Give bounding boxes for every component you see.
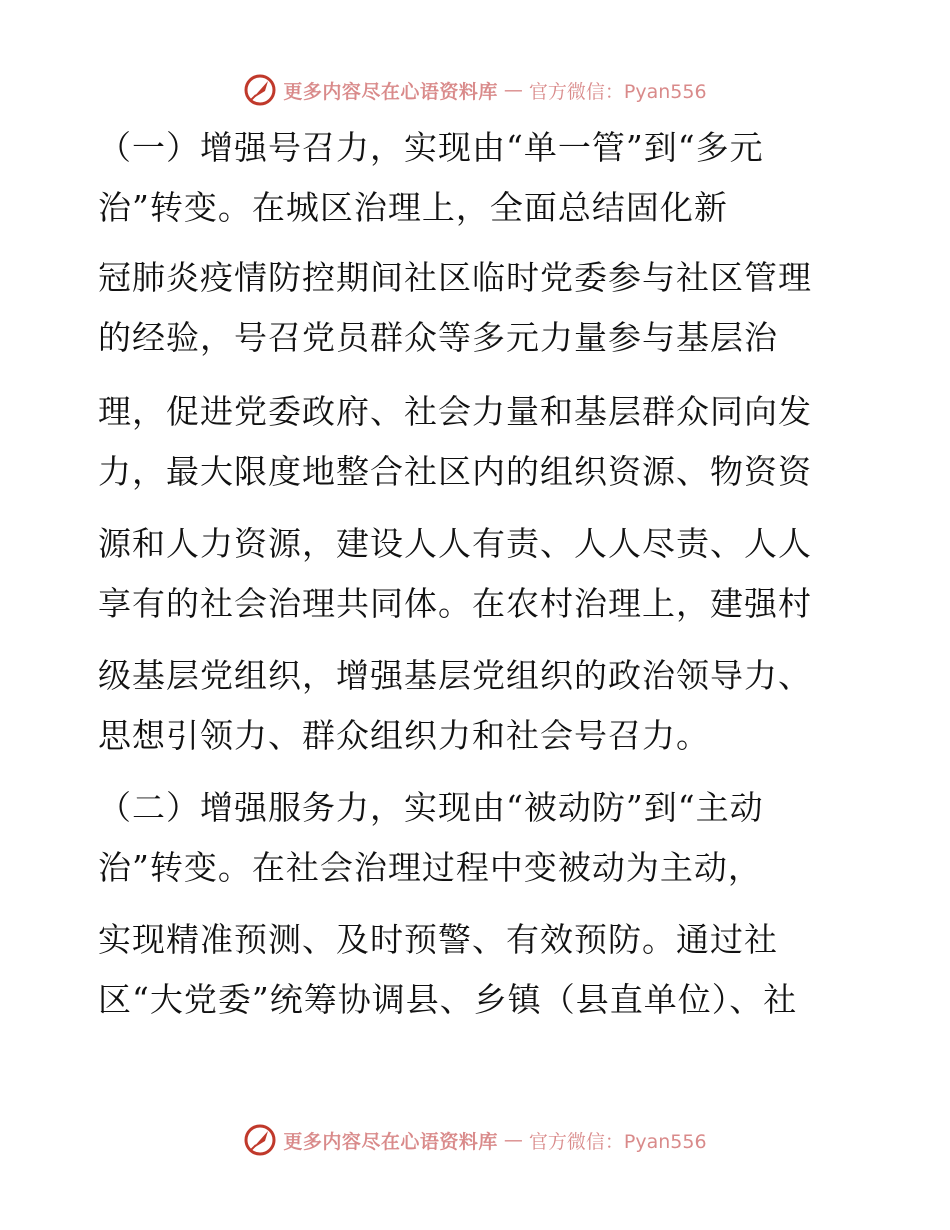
text-line-14: 区“大党委”统筹协调县、乡镇（县直单位）、社 [98, 980, 798, 1019]
text-line-5: 理，促进党委政府、社会力量和基层群众同向发 [98, 392, 812, 431]
footer-banner-dash: — [503, 1129, 523, 1151]
footer-banner-sub-text: 官方微信：Pyan556 [528, 1130, 707, 1153]
footer-banner-main-text: 更多内容尽在心语资料库 [283, 1130, 498, 1153]
text-line-11: （二）增强服务力，实现由“被动防”到“主动 [98, 788, 764, 827]
header-banner-sub-text: 官方微信：Pyan556 [528, 80, 707, 103]
text-line-10: 思想引领力、群众组织力和社会号召力。 [98, 716, 710, 755]
footer-watermark-banner [0, 1120, 950, 1160]
header-banner-main-text: 更多内容尽在心语资料库 [283, 80, 498, 103]
header-banner-inner [243, 73, 706, 107]
text-line-8: 享有的社会治理共同体。在农村治理上，建强村 [98, 584, 812, 623]
text-line-1: （一）增强号召力，实现由“单一管”到“多元 [98, 128, 764, 167]
text-line-13: 实现精准预测、及时预警、有效预防。通过社 [98, 920, 778, 959]
text-line-2: 治”转变。在城区治理上，全面总结固化新 [98, 188, 728, 227]
footer-banner-inner [243, 1123, 706, 1157]
header-banner-dash: — [503, 79, 523, 101]
text-line-6: 力，最大限度地整合社区内的组织资源、物资资 [98, 452, 812, 491]
text-line-3: 冠肺炎疫情防控期间社区临时党委参与社区管理 [98, 258, 812, 297]
quill-logo-icon [243, 1123, 277, 1157]
text-line-7: 源和人力资源，建设人人有责、人人尽责、人人 [98, 524, 812, 563]
quill-logo-icon [243, 73, 277, 107]
text-line-9: 级基层党组织，增强基层党组织的政治领导力、 [98, 656, 812, 695]
header-watermark-banner [0, 70, 950, 110]
text-line-12: 治”转变。在社会治理过程中变被动为主动， [98, 848, 762, 887]
text-line-4: 的经验，号召党员群众等多元力量参与基层治 [98, 318, 778, 357]
